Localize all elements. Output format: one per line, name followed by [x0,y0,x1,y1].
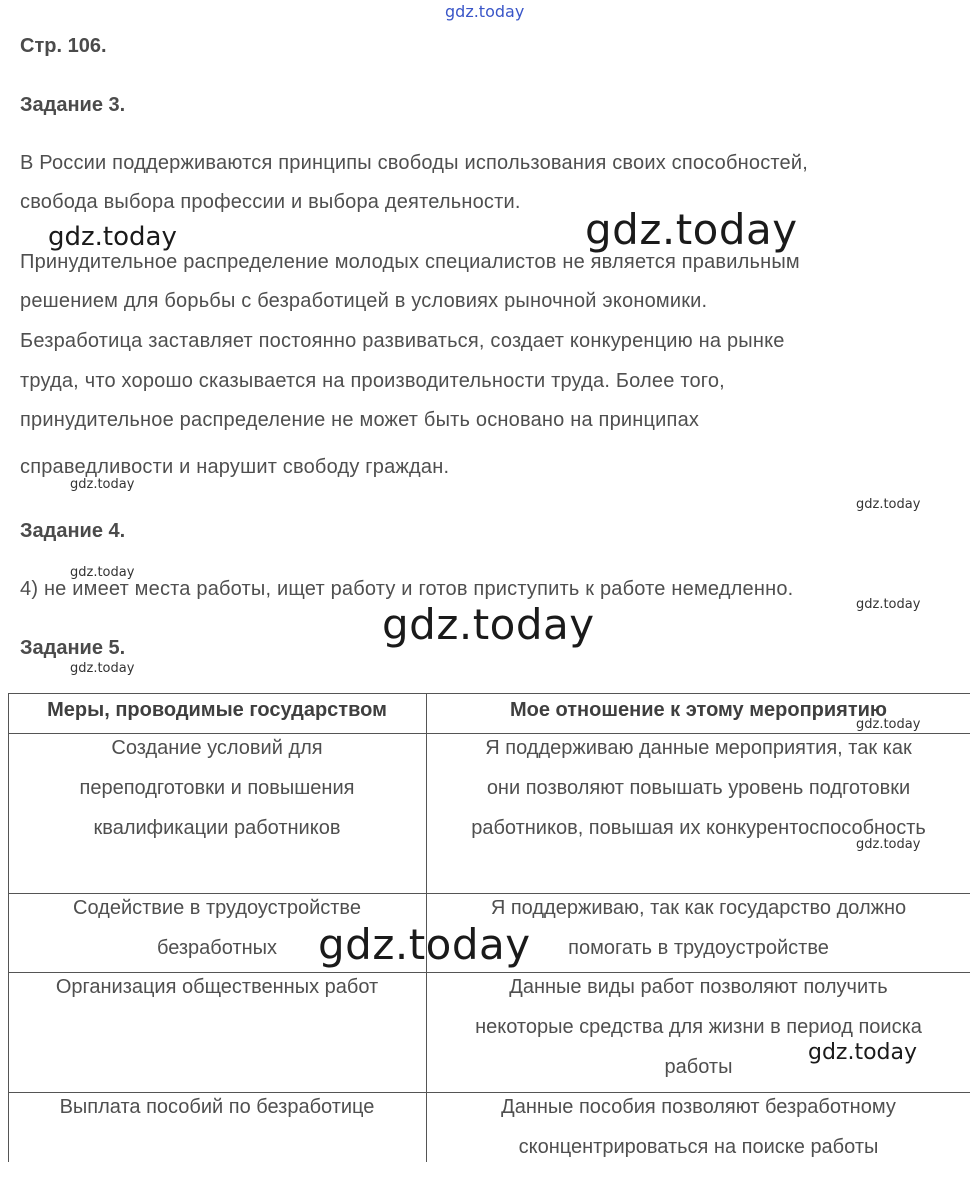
table-header-attitude: Мое отношение к этому мероприятию [509,699,888,721]
task3-line-7: принудительное распределение не может быть основано на принципах [20,409,700,431]
row1-attitude-line: Я поддерживаю данные мероприятия, так как [485,737,912,759]
row3-attitude-line: работы [664,1056,733,1078]
task4-title: Задание 4. [20,520,126,542]
watermark-large: gdz.today [585,205,798,254]
watermark-small: gdz.today [856,597,921,612]
row3-measure-line: Организация общественных работ [55,976,379,998]
row1-measure-line: Создание условий для [111,737,323,759]
page-label: Стр. 106. [20,35,107,57]
watermark-small: gdz.today [70,477,135,492]
task3-line-3: Принудительное распределение молодых специалистов не является правильным [20,251,800,273]
watermark-large: gdz.today [382,600,595,649]
table-border-top [8,693,970,694]
watermark-small: gdz.today [856,497,921,512]
row2-measure-line: безработных [156,937,278,959]
task3-line-8: справедливости и нарушит свободу граждан. [20,456,450,478]
task4-answer: 4) не имеет места работы, ищет работу и готов приступить к работе немедленно. [20,578,794,600]
table-row-1-measure [8,728,426,848]
table-row-3-measure [8,967,426,1007]
row2-attitude-line: Я поддерживаю, так как государство должно [490,897,907,919]
watermark-small: gdz.today [70,565,135,580]
task3-line-2: свобода выбора профессии и выбора деятельности. [20,191,521,213]
row1-attitude-line: работников, повышая их конкурентоспособность [471,817,926,839]
row1-measure-line: переподготовки и повышения [79,777,355,799]
table-row-1-attitude [427,728,970,848]
watermark: gdz.today [48,222,177,252]
task3-line-1: В России поддерживаются принципы свободы использования своих способностей, [20,152,808,174]
watermark-small: gdz.today [856,837,921,852]
watermark-large: gdz.today [318,920,531,969]
task3-title: Задание 3. [20,94,126,116]
row2-attitude-line: помогать в трудоустройстве [568,937,829,959]
table-row-4-attitude [427,1087,970,1167]
row3-attitude-line: Данные виды работ позволяют получить [509,976,888,998]
row2-measure-line: Содействие в трудоустройстве [73,897,361,919]
table-row-4-measure [8,1087,426,1127]
watermark-small: gdz.today [856,717,921,732]
task3-line-4: решением для борьбы с безработицей в условиях рыночной экономики. [20,290,708,312]
table-header-measures: Меры, проводимые государством [47,699,387,721]
watermark-small: gdz.today [70,661,135,676]
row4-attitude-line: сконцентрироваться на поиске работы [518,1136,879,1158]
table-row-3-attitude [427,967,970,1087]
row3-attitude-line: некоторые средства для жизни в период поиска [475,1016,922,1038]
row4-attitude-line: Данные пособия позволяют безработному [501,1096,896,1118]
row1-measure-line: квалификации работников [93,817,341,839]
task3-line-6: труда, что хорошо сказывается на производительности труда. Более того, [20,370,725,392]
watermark-top: gdz.today [445,2,525,21]
task5-title: Задание 5. [20,637,126,659]
row4-measure-line: Выплата пособий по безработице [59,1096,375,1118]
task3-line-5: Безработица заставляет постоянно развиваться, создает конкуренцию на рынке [20,330,785,352]
watermark: gdz.today [808,1040,918,1065]
row1-attitude-line: они позволяют повышать уровень подготовки [486,777,911,799]
